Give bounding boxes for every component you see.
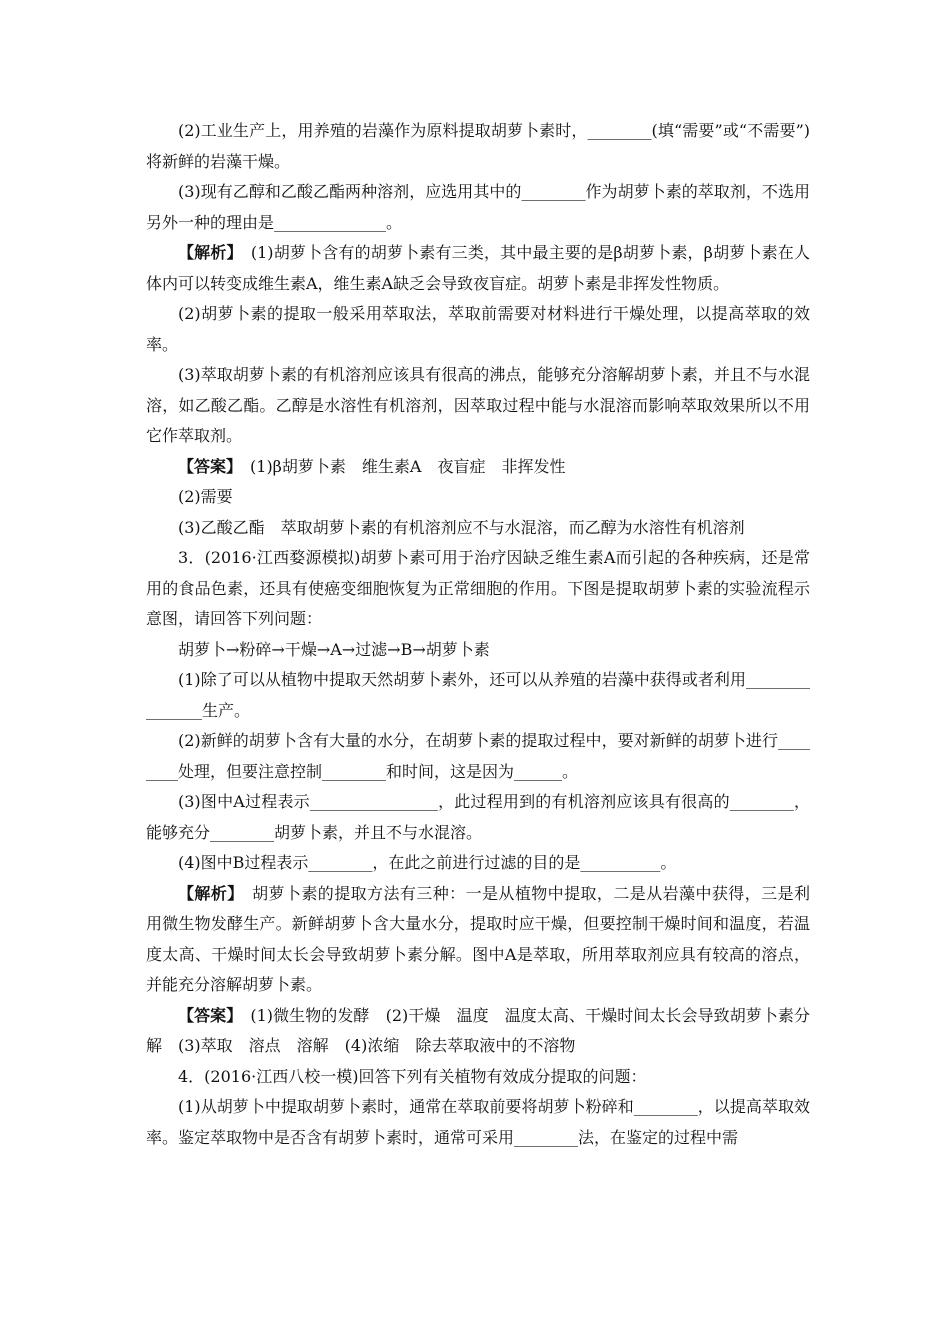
paragraph-text: (1)从胡萝卜中提取胡萝卜素时，通常在萃取前要将胡萝卜粉碎和________，以提高萃取效率。鉴定萃取物中是否含有胡萝卜素时，通常可采用________法，在鉴定的过程中需	[146, 1097, 810, 1147]
analysis-tag: 【解析】	[178, 883, 236, 903]
question-2-part-3	[146, 177, 810, 238]
document-body	[146, 116, 810, 1153]
paragraph-text: 3．(2016·江西婺源模拟)胡萝卜素可用于治疗因缺乏维生素A而引起的各种疾病，还是常用的食品色素，还具有使癌变细胞恢复为正常细胞的作用。下图是提取胡萝卜素的实验流程示意图，请回答下列问题：	[146, 548, 810, 628]
paragraph-text: (1)除了可以从植物中提取天然胡萝卜素外，还可以从养殖的岩藻中获得或者利用_______________生产。	[146, 670, 810, 720]
paragraph-text: (1)胡萝卜含有的胡萝卜素有三类，其中最主要的是β胡萝卜素，β胡萝卜素在人体内可以转变成维生素A，维生素A缺乏会导致夜盲症。胡萝卜素是非挥发性物质。	[146, 243, 810, 293]
question-3-part-1	[146, 665, 810, 726]
question-2-part-2	[146, 116, 810, 177]
paragraph-text: (2)工业生产上，用养殖的岩藻作为原料提取胡萝卜素时，________(填“需要”或“不需要”)将新鲜的岩藻干燥。	[146, 121, 810, 171]
answer-paragraph	[146, 1001, 810, 1062]
answer-tag: 【答案】	[178, 1005, 235, 1025]
analysis-part-3	[146, 360, 810, 452]
question-4-part-1	[146, 1092, 810, 1153]
paragraph-text: (2)胡萝卜素的提取一般采用萃取法，萃取前需要对材料进行干燥处理，以提高萃取的效率。	[146, 304, 810, 354]
paragraph-text: (2)需要	[178, 487, 233, 506]
question-3-part-4	[146, 848, 810, 879]
analysis-paragraph	[146, 238, 810, 299]
question-3-stem	[146, 543, 810, 635]
paragraph-text: 胡萝卜→粉碎→干燥→A→过滤→B→胡萝卜素	[178, 639, 490, 659]
answer-part-3	[146, 513, 810, 544]
paragraph-text: (3)萃取胡萝卜素的有机溶剂应该具有很高的沸点，能够充分溶解胡萝卜素，并且不与水混溶，如乙酸乙酯。乙醇是水溶性有机溶剂，因萃取过程中能与水混溶而影响萃取效果所以不用它作萃取剂。	[146, 365, 810, 445]
answer-paragraph	[146, 452, 810, 483]
analysis-tag: 【解析】	[178, 243, 235, 262]
analysis-part-2	[146, 299, 810, 360]
question-3-part-2	[146, 726, 810, 787]
paragraph-text: 4．(2016·江西八校一模)回答下列有关植物有效成分提取的问题：	[178, 1066, 647, 1086]
analysis-paragraph	[146, 879, 810, 1001]
paragraph-text: (1)微生物的发酵 (2)干燥 温度 温度太高、干燥时间太长会导致胡萝卜素分解 (3)萃取 溶点 溶解 (4)浓缩 除去萃取液中的不溶物	[146, 1005, 810, 1055]
process-flow	[146, 635, 810, 666]
paragraph-text: (2)新鲜的胡萝卜含有大量的水分，在胡萝卜素的提取过程中，要对新鲜的胡萝卜进行________处理，但要注意控制________和时间，这是因为______。	[146, 731, 810, 781]
question-3-part-3	[146, 787, 810, 848]
paragraph-text: (3)图中A过程表示________________，此过程用到的有机溶剂应该具有很高的________，能够充分________胡萝卜素，并且不与水混溶。	[146, 792, 810, 842]
answer-tag: 【答案】	[178, 456, 235, 476]
paragraph-text: (3)乙酸乙酯 萃取胡萝卜素的有机溶剂应不与水混溶，而乙醇为水溶性有机溶剂	[178, 517, 745, 537]
paragraph-text: (3)现有乙醇和乙酸乙酯两种溶剂，应选用其中的________作为胡萝卜素的萃取剂，不选用另外一种的理由是______________。	[146, 182, 810, 232]
paragraph-text: (4)图中B过程表示________，在此之前进行过滤的目的是__________。	[178, 853, 677, 872]
question-4-stem	[146, 1062, 810, 1093]
answer-part-2	[146, 482, 810, 513]
paragraph-text: 胡萝卜素的提取方法有三种：一是从植物中提取，二是从岩藻中获得，三是利用微生物发酵生产。新鲜胡萝卜含大量水分，提取时应干燥，但要控制干燥时间和温度，若温度太高、干燥时间太长会导致胡萝卜素分解。图中A是萃取，所用萃取剂应具有较高的溶点，并能充分溶解胡萝卜素。	[146, 883, 810, 994]
paragraph-text: (1)β胡萝卜素 维生素A 夜盲症 非挥发性	[234, 456, 566, 476]
